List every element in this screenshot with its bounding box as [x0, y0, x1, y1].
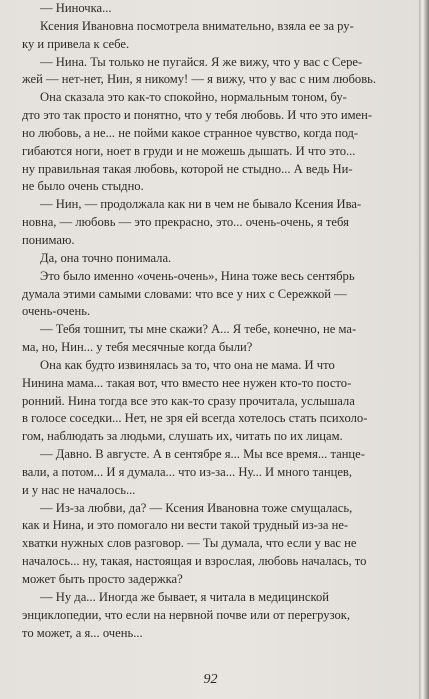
text-line: в голосе соседки... Нет, не зря ей всегда хотелось стать психоло-	[22, 411, 368, 426]
text-line: Ксения Ивановна посмотрела внимательно, взяла ее за ру-	[40, 18, 354, 33]
text-line: как и Нина, и это помогало ни вести такой трудный из-за не-	[22, 518, 349, 533]
text-line: — Нин, — продолжала как ни в чем не бывало Ксения Ива-	[40, 197, 362, 212]
page-text	[22, 0, 410, 642]
text-line: Нинина мама... такая вот, что вместо нее нужен кто-то посто-	[22, 375, 352, 390]
text-line: Она как будто извинялась за то, что она не мама. И что	[40, 357, 335, 372]
text-line: но любовь, а не... не пойми какое странное чувство, когда под-	[22, 125, 359, 140]
text-line: гибаются ноги, ноет в груди и не можешь дышать. И что это...	[22, 143, 356, 158]
text-line: ку и привела к себе.	[22, 36, 130, 51]
text-line: и у нас не началось...	[22, 482, 136, 497]
text-line: гом, наблюдать за людьми, слушать их, читать по их лицам.	[22, 429, 343, 444]
text-line: ронний. Нина тогда все это как-то сразу прочитала, услышала	[22, 393, 355, 408]
text-line: — Тебя тошнит, ты мне скажи? А... Я тебе, конечно, не ма-	[40, 322, 357, 337]
page-edge	[419, 0, 429, 699]
text-line: дто это так просто и понятно, что у тебя любовь. И что это имен-	[22, 108, 373, 123]
text-line: вали, а потом... И я думала... что из-за... Ну... И много танцев,	[22, 464, 353, 479]
text-line: — Из-за любви, да? — Ксения Ивановна тоже смущалась,	[40, 500, 353, 515]
text-line: новна, — любовь — это прекрасно, это... очень-очень, я тебя	[22, 215, 349, 230]
text-line: — Ну да... Иногда же бывает, я читала в медицинской	[40, 589, 329, 604]
text-line: может быть просто задержка?	[22, 572, 183, 586]
text-line: Это было именно «очень-очень», Нина тоже весь сентябрь	[40, 268, 355, 283]
text-line: энциклопедии, что если на нервной почве или от перегрузок,	[22, 607, 351, 622]
text-line: ма, но, Нин... у тебя месячные когда были?	[22, 340, 253, 355]
text-line: Да, она точно понимала.	[40, 250, 172, 265]
text-line: — Нина. Ты только не пугайся. Я же вижу, что у вас с Сере-	[40, 54, 363, 69]
text-line: началось... ну, такая, настоящая и взрослая, любовь началась, то	[22, 554, 367, 569]
text-line: Она сказала это как-то спокойно, нормальным тоном, бу-	[40, 90, 347, 105]
text-line: думала этими самыми словами: что все у них с Сережкой —	[22, 286, 347, 301]
text-line: — Ниночка...	[40, 1, 112, 15]
page-number: 92	[203, 672, 218, 687]
text-line: очень-очень.	[22, 304, 91, 319]
text-line: не было очень стыдно.	[22, 179, 144, 194]
text-line: ну правильная такая любовь, которой не стыдно... А ведь Ни-	[22, 161, 353, 176]
text-line: то может, а я... очень...	[22, 625, 143, 640]
text-line: — Давно. В августе. А в сентябре я... Мы все время... танце-	[40, 447, 365, 462]
text-line: понимаю.	[22, 232, 75, 247]
text-line: хватки нужных слов разговор. — Ты думала, что если у вас не	[22, 536, 357, 551]
text-line: жей — нет-нет, Нин, я никому! — я вижу, что у вас с ним любовь.	[22, 72, 377, 87]
